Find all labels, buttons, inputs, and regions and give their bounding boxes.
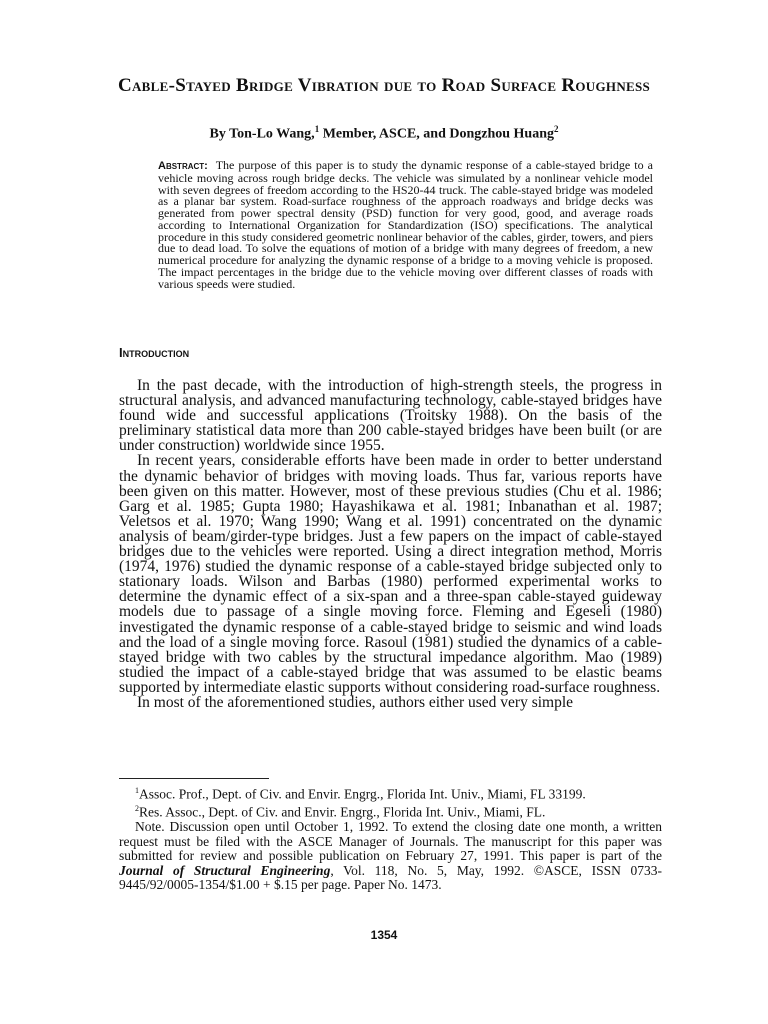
- author-footnote-marker: 2: [554, 124, 559, 134]
- footnote-text: Assoc. Prof., Dept. of Civ. and Envir. Engrg., Florida Int. Univ., Miami, FL 33199.: [139, 786, 586, 802]
- publication-note: [119, 820, 662, 893]
- footnote-divider: [119, 778, 269, 779]
- journal-name: Journal of Structural Engineering: [119, 862, 331, 878]
- abstract: [158, 160, 653, 290]
- author-footnote-marker: 1: [314, 124, 320, 134]
- footnote-text: Res. Assoc., Dept. of Civ. and Envir. Engrg., Florida Int. Univ., Miami, FL.: [139, 804, 546, 820]
- footnote-marker: 1: [135, 786, 139, 795]
- abstract-label: Abstract:: [158, 160, 208, 172]
- author-rest: Member, ASCE, and Dongzhou Huang: [319, 126, 554, 142]
- note-text: Note. Discussion open until October 1, 1992. To extend the closing date one month, a written request must be filed with the ASCE Manager of Journals. The manuscript for this paper was submitted for review and possible publication on February 27, 1991. This paper is part of the: [119, 819, 662, 863]
- footnotes: [119, 784, 662, 893]
- page-number: 1354: [370, 928, 398, 942]
- footnote: [119, 784, 662, 802]
- abstract-text: The purpose of this paper is to study the dynamic response of a cable-stayed bridge to a vehicle moving across rough bridge decks. The vehicle was simulated by a nonlinear vehicle model with seven degrees of freedom according to the HS20-44 truck. The cable-stayed bridge was modeled as a planar bar system. Road-surface roughness of the approach roadways and bridge decks was generated from power spectral density (PSD) function for very good, good, and average roads according to International Organization for Standardization (ISO) specifications. The analytical procedure in this study considered geometric nonlinear behavior of the cables, girder, towers, and piers due to dead load. To solve the equations of motion of a bridge with many degrees of freedom, a new numerical procedure for analyzing the dynamic response of a bridge to a moving vehicle is proposed. The impact percentages in the bridge due to the vehicle moving over different classes of roads with various speeds were studied.: [158, 158, 653, 291]
- author-first: By Ton-Lo Wang,: [209, 126, 315, 142]
- paragraph: In recent years, considerable efforts have been made in order to better understand the dynamic behavior of bridges with moving loads. Thus far, various reports have been given on this matter. However, most of these previous studies (Chu et al. 1986; Garg et al. 1985; Gupta 1980; Hayashikawa et al. 1981; Inbanathan et al. 1987; Veletsos et al. 1970; Wang 1990; Wang et al. 1991) concentrated on the dynamic analysis of beam/girder-type bridges. Just a few papers on the impact of cable-stayed bridges due to the vehicles were reported. Using a direct integration method, Morris (1974, 1976) studied the dynamic response of a cable-stayed bridge subjected only to stationary loads. Wilson and Barbas (1980) performed experimental works to determine the dynamic effect of a six-span and a three-span cable-stayed guideway models due to passage of a single moving force. Fleming and Egeseli (1980) investigated the dynamic response of a cable-stayed bridge to seismic and wind loads and the load of a single moving force. Rasoul (1981) studied the dynamics of a cable-stayed bridge with two cables by the structural impedance algorithm. Mao (1989) studied the impact of a cable-stayed bridge that was assumed to be elastic beams supported by intermediate elastic supports without considering road-surface roughness.: [119, 452, 662, 696]
- body-text: [119, 378, 662, 710]
- author-line: [100, 124, 668, 143]
- paragraph: In the past decade, with the introduction of high-strength steels, the progress in structural analysis, and advanced manufacturing technology, cable-stayed bridges have found wide and successful applications (Troitsky 1988). On the basis of the preliminary statistical data more than 200 cable-stayed bridges have been built (or are under construction) worldwide since 1955.: [119, 377, 662, 455]
- section-heading: Introduction: [119, 345, 190, 360]
- paragraph: In most of the aforementioned studies, authors either used very simple: [137, 693, 574, 711]
- footnote-marker: 2: [135, 804, 139, 813]
- footnote: [119, 802, 662, 820]
- note-text: , Vol. 118, No. 5, May, 1992. ©ASCE, ISSN 0733-9445/92/0005-1354/$1.00 + $.15 per page. Paper No. 1473.: [119, 862, 663, 892]
- paper-title: Cable-Stayed Bridge Vibration due to Road Surface Roughness: [117, 75, 651, 96]
